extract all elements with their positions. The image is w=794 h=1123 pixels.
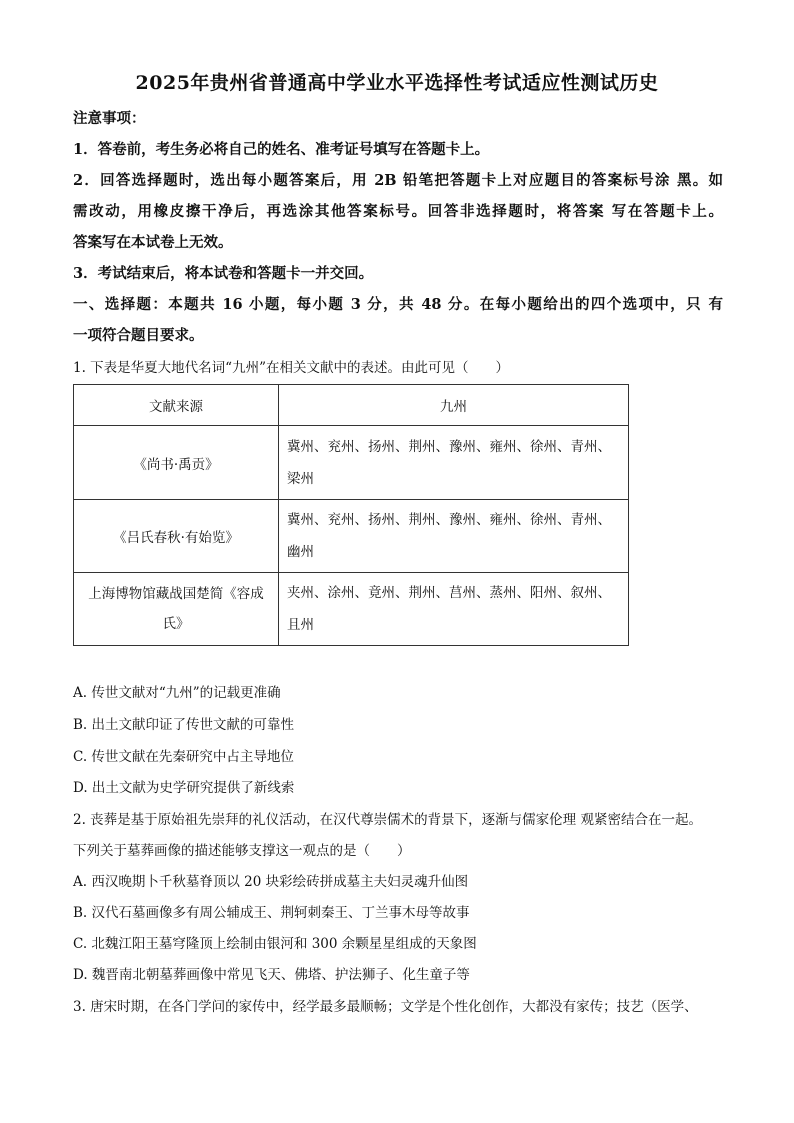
question-1-stem: 1. 下表是华夏大地代名词“九州”在相关文献中的表述。由此可见（ ）: [73, 360, 509, 376]
table-cell-line: 夹州、涂州、竟州、荆州、莒州、蒸州、阳州、叙州、: [287, 585, 611, 601]
table-cell-line: 冀州、兖州、扬州、荆州、豫州、雍州、徐州、青州、: [287, 512, 611, 528]
table-row: [74, 426, 629, 500]
table-header-row: [74, 385, 629, 426]
question-2-option-b: B. 汉代石墓画像多有周公辅成王、荆轲刺秦王、丁兰事木母等故事: [73, 905, 470, 921]
table-cell-line: 幽州: [287, 544, 314, 560]
section-heading-line1: 一、选择题：本题共 16 小题，每小题 3 分，共 48 分。在每小题给出的四个选项中，只 有: [73, 296, 723, 313]
question-3-stem-line1: 3. 唐宋时期，在各门学问的家传中，经学最多最顺畅；文学是个性化创作，大都没有家传；技艺（医学、: [73, 999, 698, 1015]
notice-heading: 注意事项：: [73, 110, 146, 127]
question-1-option-c: C. 传世文献在先秦研究中占主导地位: [73, 749, 294, 765]
table-cell-source: 《尚书·禹贡》: [74, 426, 279, 500]
table-cell-line: 且州: [287, 617, 314, 633]
table-header-source: 文献来源: [74, 385, 279, 426]
table-cell-source: 《吕氏春秋·有始览》: [74, 500, 279, 573]
table-cell-line: 氏》: [162, 616, 190, 632]
question-1-option-b: B. 出土文献印证了传世文献的可靠性: [73, 717, 295, 733]
question-2-stem-line1: 2. 丧葬是基于原始祖先崇拜的礼仪活动，在汉代尊崇儒术的背景下，逐渐与儒家伦理 观紧密结合在一起。: [73, 812, 702, 828]
notice-item-2-line1: 2．回答选择题时，选出每小题答案后，用 2B 铅笔把答题卡上对应题目的答案标号涂 黑。如: [73, 172, 723, 189]
notice-item-2-line2: 需改动，用橡皮擦干净后，再选涂其他答案标号。回答非选择题时，将答案 写在答题卡上。: [73, 203, 723, 220]
question-1-option-a: A. 传世文献对“九州”的记载更准确: [73, 685, 281, 701]
question-2-option-c: C. 北魏江阳王墓穹隆顶上绘制由银河和 300 余颗星星组成的天象图: [73, 936, 477, 952]
notice-item-3: 3．考试结束后，将本试卷和答题卡一并交回。: [73, 265, 374, 282]
table-row: [74, 500, 629, 573]
question-2-option-a: A. 西汉晚期卜千秋墓脊顶以 20 块彩绘砖拼成墓主夫妇灵魂升仙图: [73, 874, 469, 890]
notice-item-2-line3: 答案写在本试卷上无效。: [73, 234, 233, 251]
table-cell-line: 上海博物馆藏战国楚简《容成: [88, 586, 264, 602]
table-cell-source: [74, 573, 279, 646]
table-cell-jiuzhou: [279, 500, 629, 573]
question-2-stem-line2: 下列关于墓葬画像的描述能够支撑这一观点的是（ ）: [73, 843, 411, 859]
table-header-jiuzhou: 九州: [279, 385, 629, 426]
notice-item-1: 1．答卷前，考生务必将自己的姓名、准考证号填写在答题卡上。: [73, 141, 490, 158]
jiuzhou-table: [73, 384, 629, 646]
table-row: [74, 573, 629, 646]
question-2-option-d: D. 魏晋南北朝墓葬画像中常见飞天、佛塔、护法狮子、化生童子等: [73, 967, 470, 983]
table-cell-jiuzhou: [279, 573, 629, 646]
page-title: 2025年贵州省普通高中学业水平选择性考试适应性测试历史: [135, 72, 659, 94]
table-cell-line: 冀州、兖州、扬州、荆州、豫州、雍州、徐州、青州、: [287, 438, 611, 455]
question-1-option-d: D. 出土文献为史学研究提供了新线索: [73, 780, 295, 796]
section-heading-line2: 一项符合题目要求。: [73, 327, 204, 344]
table-cell-line: 梁州: [287, 470, 314, 487]
table-cell-jiuzhou: [279, 426, 629, 500]
